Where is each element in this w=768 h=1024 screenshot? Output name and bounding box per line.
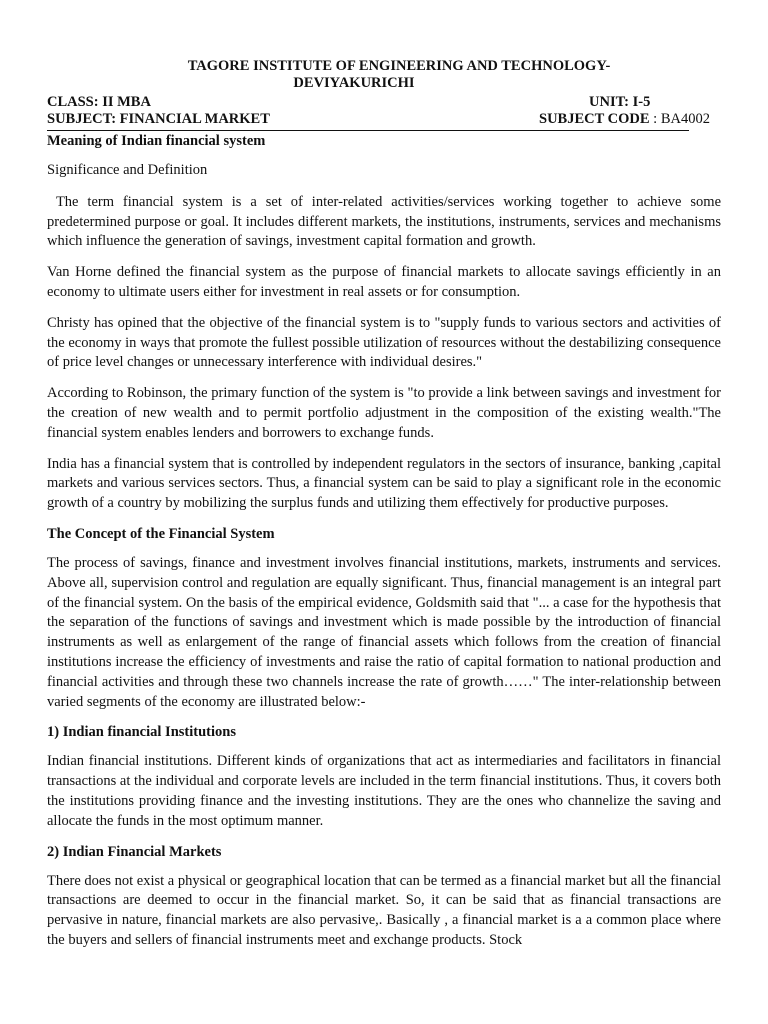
paragraph-definition: The term financial system is a set of inter-related activities/services working together to achieve some predetermined purpose or goal. It includes different markets, the institutions, instruments, services and mechanisms which influence the generation of savings, investment capital formation and growth. [47, 193, 725, 250]
markets-heading: 2) Indian Financial Markets [47, 843, 222, 860]
paragraph-christy: Christy has opined that the objective of the financial system is to "supply funds to various sectors and activities of the economy in ways that promote the fullest possible utilization of resources without the destabilizing consequence of price level changes or unnecessary interference with individual desires." [47, 314, 721, 371]
header-divider [47, 130, 689, 131]
institutions-heading: 1) Indian financial Institutions [47, 724, 236, 741]
concept-heading: The Concept of the Financial System [47, 525, 275, 542]
subject-code-value: BA4002 [660, 111, 710, 127]
meta-row-class [47, 94, 721, 111]
document-page [47, 58, 725, 962]
class-label: CLASS: II MBA [47, 94, 151, 110]
meta-row-subject [47, 111, 721, 128]
paragraph-robinson: According to Robinson, the primary function of the system is "to provide a link between savings and investment for the creation of new wealth and to permit portfolio adjustment in the composition of the existing wealth."The financial system enables lenders and borrowers to exchange funds. [47, 385, 721, 441]
paragraph-van-horne: Van Horne defined the financial system as the purpose of financial markets to allocate savings efficiently in an economy to ultimate users either for investment in real assets or for consumption. [47, 264, 721, 300]
subject-code: SUBJECT CODE : BA4002 [539, 111, 710, 127]
subject-label: SUBJECT: FINANCIAL MARKET [47, 111, 270, 127]
institute-title-line2: DEVIYAKURICHI [293, 75, 415, 91]
institute-title-line1: TAGORE INSTITUTE OF ENGINEERING AND TECHNOLOGY- [187, 58, 611, 74]
meaning-heading: Meaning of Indian financial system [47, 133, 266, 149]
paragraph-india: India has a financial system that is controlled by independent regulators in the sectors of insurance, banking ,capital markets and various services sectors. Thus, a financial system can be said to play a significant role in the economic growth of a country by mobilizing the surplus funds and utilizing them effectively for productive purposes. [47, 455, 721, 512]
paragraph-markets: There does not exist a physical or geographical location that can be termed as a financial market but all the financial transactions are deemed to occur in the financial market. So, it can be said that as financial transactions are pervasive in nature, financial markets are also pervasive,. Basically , a financial market is a a common place where the buyers and sellers of financial instruments meet and exchange products. Stock [47, 872, 721, 948]
paragraph-institutions: Indian financial institutions. Different kinds of organizations that act as intermediaries and facilitators in financial transactions at the individual and corporate levels are included in the term financial institutions. Thus, it covers both the institutions providing finance and the investing institutions. They are the ones who channelize the saving and allocate the funds in the most optimum manner. [47, 753, 721, 829]
significance-line: Significance and Definition [47, 162, 208, 178]
unit-label: UNIT: I-5 [589, 94, 651, 110]
paragraph-concept: The process of savings, finance and investment involves financial institutions, markets, instruments and services. Above all, supervision control and regulation are equally significant. Thus, financial management is an integral part of the financial system. On the basis of the empirical evidence, Goldsmith said that "... a case for the hypothesis that the separation of the functions of savings and investment which is made possible by the introduction of financial instruments as well as enlargement of the range of financial assets which follows from the creation of financial institutions increase the efficiency of investments and raise the ratio of capital formation to national production and financial activities and through these two channels increase the rate of growth……" The inter-relationship between varied segments of the economy are illustrated below:- [47, 554, 721, 710]
